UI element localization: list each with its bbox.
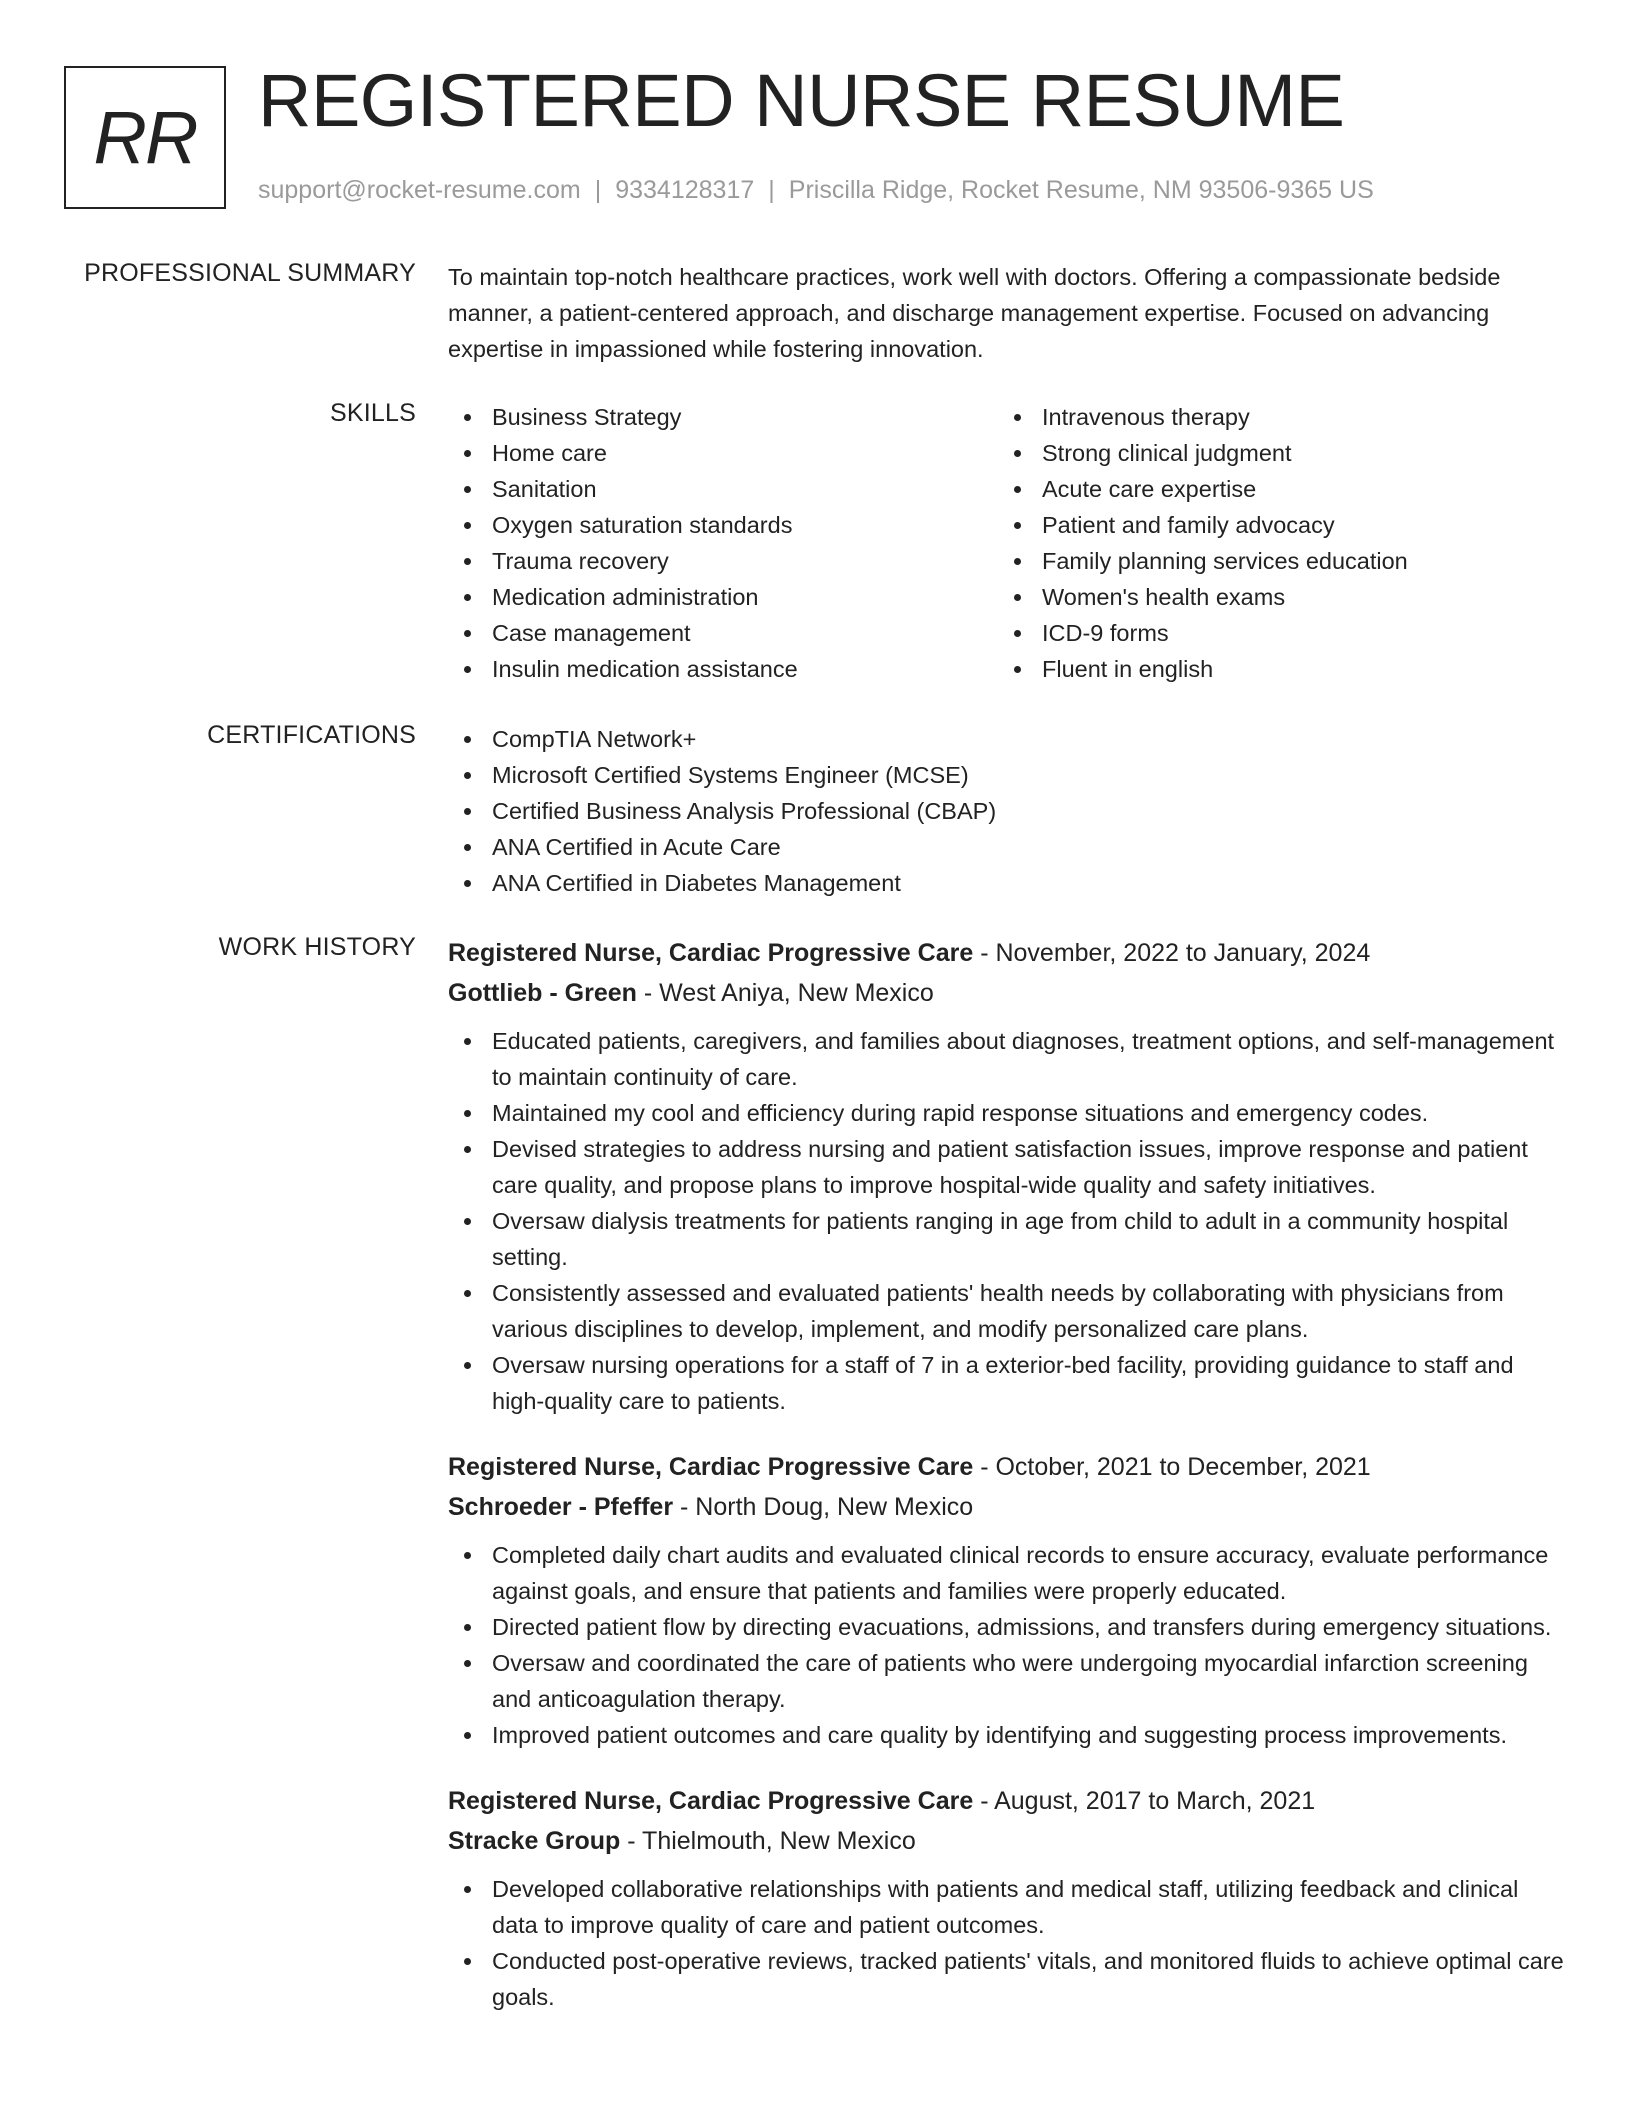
section-label-summary: PROFESSIONAL SUMMARY xyxy=(84,259,416,287)
monogram-logo xyxy=(64,66,226,209)
list-item: Oversaw and coordinated the care of patients who were undergoing myocardial infarction screening and anticoagulation therapy. xyxy=(448,1645,1570,1717)
contact-email[interactable]: support@rocket-resume.com xyxy=(258,176,581,204)
job-company-line xyxy=(448,973,1570,1013)
section-label-certifications: CERTIFICATIONS xyxy=(207,721,416,749)
resume-title: REGISTERED NURSE RESUME xyxy=(258,59,1345,142)
list-item: ANA Certified in Diabetes Management xyxy=(448,865,1570,901)
job-dates: - August, 2017 to March, 2021 xyxy=(973,1787,1316,1815)
list-item: Home care xyxy=(448,435,998,471)
list-item: Women's health exams xyxy=(998,579,1548,615)
certifications-body xyxy=(448,721,1570,901)
skills-body xyxy=(448,399,1570,687)
list-item: Certified Business Analysis Professional (CBAP) xyxy=(448,793,1570,829)
summary-text: To maintain top-notch healthcare practices, work well with doctors. Offering a compassionate bedside manner, a patient-centered approach, and discharge management expertise. Focused on advancing expertise in impassioned while fostering innovation. xyxy=(448,264,1501,362)
job-entry xyxy=(448,933,1570,1419)
list-item: Consistently assessed and evaluated patients' health needs by collaborating with physicians from various disciplines to develop, implement, and modify personalized care plans. xyxy=(448,1275,1570,1347)
list-item: Family planning services education xyxy=(998,543,1548,579)
list-item: Microsoft Certified Systems Engineer (MCSE) xyxy=(448,757,1570,793)
list-item: Improved patient outcomes and care quality by identifying and suggesting process improvements. xyxy=(448,1717,1570,1753)
list-item: Business Strategy xyxy=(448,399,998,435)
list-item: ANA Certified in Acute Care xyxy=(448,829,1570,865)
job-company-line xyxy=(448,1487,1570,1527)
job-company: Gottlieb - Green xyxy=(448,979,637,1007)
contact-address: Priscilla Ridge, Rocket Resume, NM 93506-9365 US xyxy=(788,176,1374,204)
job-location: - Thielmouth, New Mexico xyxy=(620,1827,916,1855)
list-item: Oxygen saturation standards xyxy=(448,507,998,543)
certifications-list xyxy=(448,721,1570,901)
job-dates: - November, 2022 to January, 2024 xyxy=(973,939,1371,967)
job-dates: - October, 2021 to December, 2021 xyxy=(973,1453,1371,1481)
list-item: Completed daily chart audits and evaluated clinical records to ensure accuracy, evaluate performance against goals, and ensure that patients and families were properly educated. xyxy=(448,1537,1570,1609)
list-item: Medication administration xyxy=(448,579,998,615)
job-entry xyxy=(448,1447,1570,1753)
list-item: Fluent in english xyxy=(998,651,1548,687)
contact-phone[interactable]: 9334128317 xyxy=(615,176,755,204)
list-item: Acute care expertise xyxy=(998,471,1548,507)
list-item: Conducted post-operative reviews, tracked patients' vitals, and monitored fluids to achieve optimal care goals. xyxy=(448,1943,1570,2015)
job-company-line xyxy=(448,1821,1570,1861)
job-duties-list xyxy=(448,1537,1570,1753)
job-company: Stracke Group xyxy=(448,1827,621,1855)
job-title: Registered Nurse, Cardiac Progressive Care xyxy=(448,939,974,967)
skills-list-right xyxy=(998,399,1548,687)
list-item: Intravenous therapy xyxy=(998,399,1548,435)
list-item: Insulin medication assistance xyxy=(448,651,998,687)
list-item: Patient and family advocacy xyxy=(998,507,1548,543)
contact-line xyxy=(258,176,1374,205)
work-history-body xyxy=(448,933,1570,2043)
list-item: Trauma recovery xyxy=(448,543,998,579)
job-title: Registered Nurse, Cardiac Progressive Care xyxy=(448,1453,974,1481)
job-duties-list xyxy=(448,1023,1570,1419)
job-company: Schroeder - Pfeffer xyxy=(448,1493,674,1521)
job-duties-list xyxy=(448,1871,1570,2015)
job-title-line xyxy=(448,1781,1570,1821)
list-item: Sanitation xyxy=(448,471,998,507)
list-item: Devised strategies to address nursing and patient satisfaction issues, improve response and patient care quality, and propose plans to improve hospital-wide quality and safety initiatives. xyxy=(448,1131,1570,1203)
contact-separator: | xyxy=(768,176,775,204)
contact-separator: | xyxy=(594,176,602,204)
monogram-initials: RR xyxy=(93,96,197,179)
list-item: Maintained my cool and efficiency during rapid response situations and emergency codes. xyxy=(448,1095,1570,1131)
list-item: Oversaw dialysis treatments for patients ranging in age from child to adult in a community hospital setting. xyxy=(448,1203,1570,1275)
list-item: ICD-9 forms xyxy=(998,615,1548,651)
list-item: Developed collaborative relationships with patients and medical staff, utilizing feedback and clinical data to improve quality of care and patient outcomes. xyxy=(448,1871,1570,1943)
list-item: Oversaw nursing operations for a staff of 7 in a exterior-bed facility, providing guidance to staff and high-quality care to patients. xyxy=(448,1347,1570,1419)
job-entry xyxy=(448,1781,1570,2015)
job-location: - North Doug, New Mexico xyxy=(673,1493,974,1521)
section-label-skills: SKILLS xyxy=(330,399,416,427)
job-title-line xyxy=(448,933,1570,973)
skills-list-left xyxy=(448,399,998,687)
list-item: Educated patients, caregivers, and families about diagnoses, treatment options, and self-management to maintain continuity of care. xyxy=(448,1023,1570,1095)
list-item: Case management xyxy=(448,615,998,651)
list-item: Strong clinical judgment xyxy=(998,435,1548,471)
job-title: Registered Nurse, Cardiac Progressive Care xyxy=(448,1787,974,1815)
list-item: Directed patient flow by directing evacuations, admissions, and transfers during emergency situations. xyxy=(448,1609,1570,1645)
job-title-line xyxy=(448,1447,1570,1487)
list-item: CompTIA Network+ xyxy=(448,721,1570,757)
job-location: - West Aniya, New Mexico xyxy=(636,979,934,1007)
section-label-work-history: WORK HISTORY xyxy=(218,933,416,961)
